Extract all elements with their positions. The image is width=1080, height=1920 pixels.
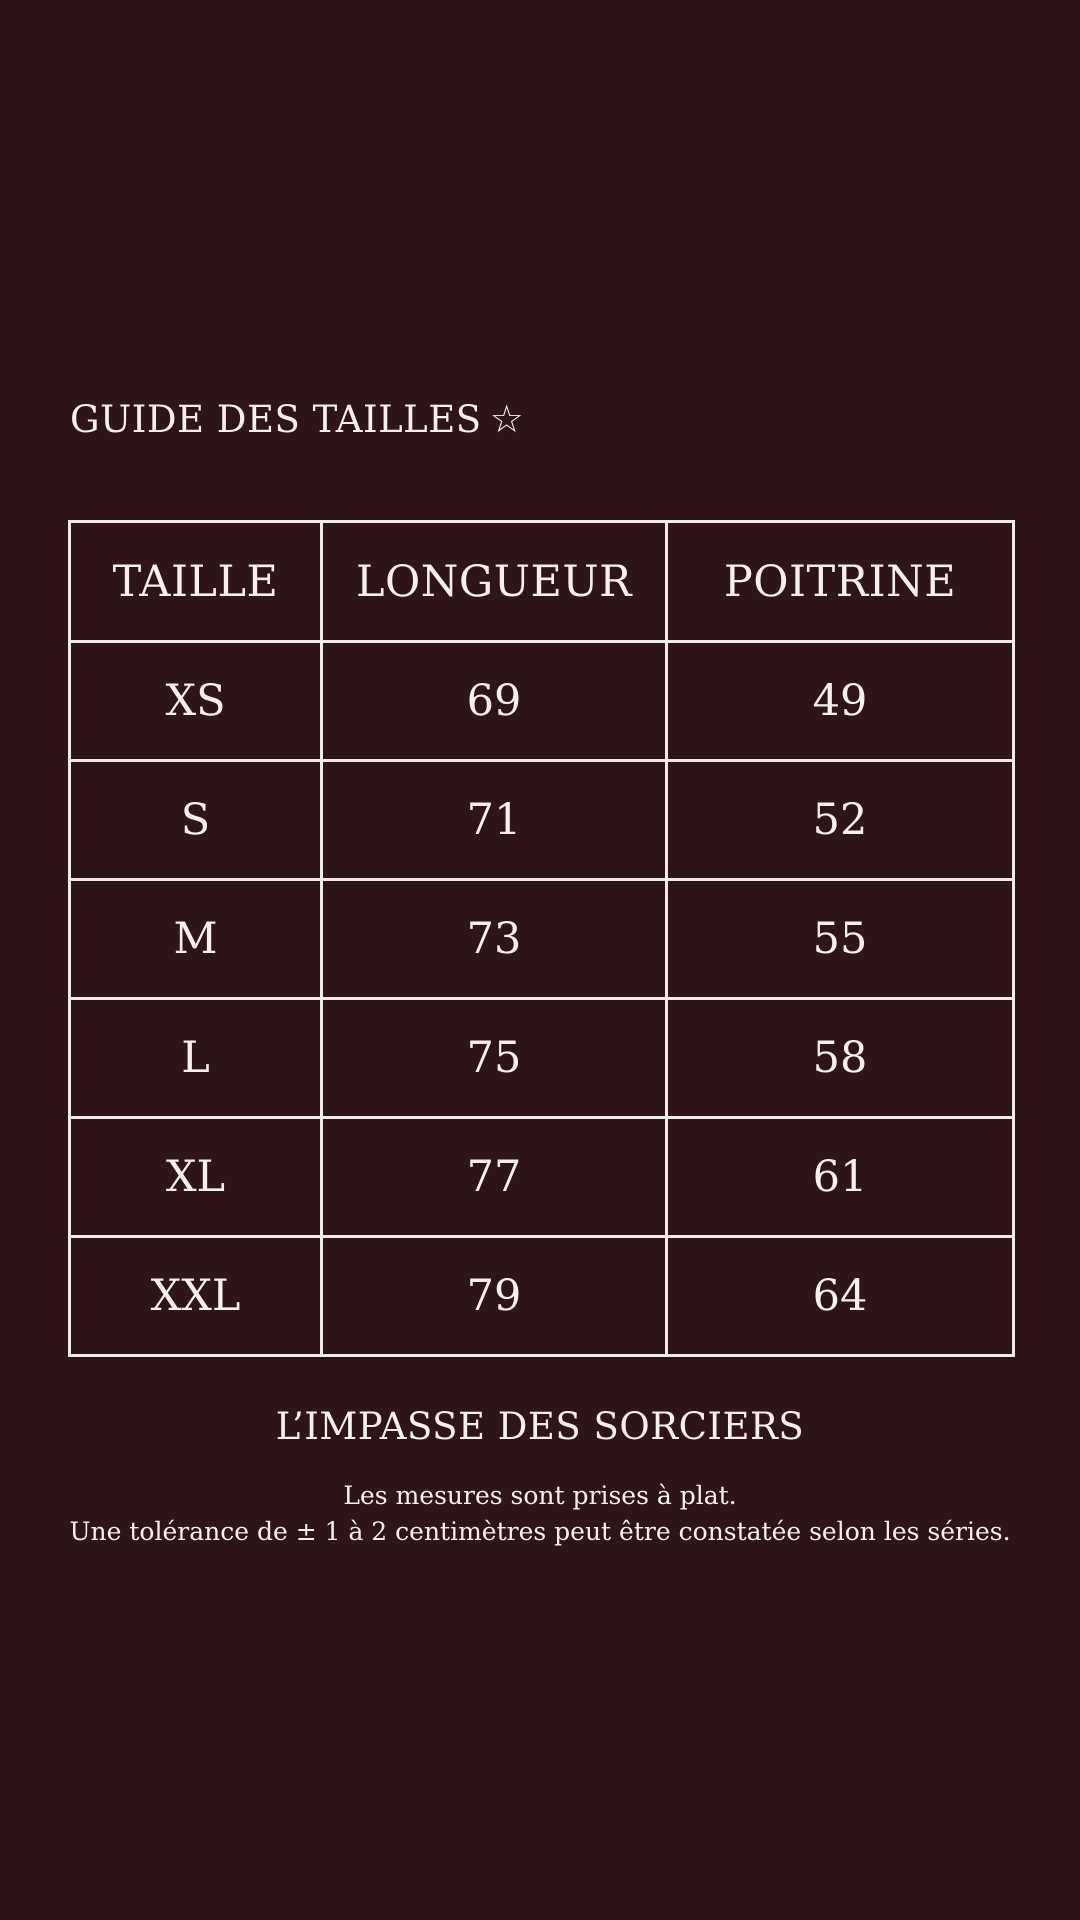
cell-chest: 52 bbox=[667, 761, 1014, 880]
star-outline-icon: ☆ bbox=[489, 397, 525, 441]
table-row bbox=[70, 761, 1014, 880]
cell-chest: 49 bbox=[667, 642, 1014, 761]
table-header-row bbox=[70, 522, 1014, 642]
cell-size: M bbox=[70, 880, 322, 999]
note-line-1: Les mesures sont prises à plat. bbox=[343, 1481, 737, 1510]
cell-chest: 58 bbox=[667, 999, 1014, 1118]
header-poitrine: POITRINE bbox=[667, 522, 1014, 642]
cell-chest: 55 bbox=[667, 880, 1014, 999]
cell-length: 69 bbox=[322, 642, 667, 761]
cell-length: 77 bbox=[322, 1118, 667, 1237]
cell-size: XS bbox=[70, 642, 322, 761]
cell-chest: 64 bbox=[667, 1237, 1014, 1356]
table-row bbox=[70, 880, 1014, 999]
cell-chest: 61 bbox=[667, 1118, 1014, 1237]
page-title-text: GUIDE DES TAILLES bbox=[70, 398, 482, 441]
table-row bbox=[70, 1237, 1014, 1356]
cell-length: 79 bbox=[322, 1237, 667, 1356]
table-row bbox=[70, 642, 1014, 761]
measurement-notes bbox=[0, 1478, 1080, 1550]
cell-length: 75 bbox=[322, 999, 667, 1118]
table-row bbox=[70, 999, 1014, 1118]
size-table bbox=[68, 520, 1015, 1357]
cell-size: XXL bbox=[70, 1237, 322, 1356]
header-taille: TAILLE bbox=[70, 522, 322, 642]
cell-length: 73 bbox=[322, 880, 667, 999]
cell-length: 71 bbox=[322, 761, 667, 880]
page-title bbox=[70, 397, 525, 441]
table-row bbox=[70, 1118, 1014, 1237]
cell-size: S bbox=[70, 761, 322, 880]
cell-size: L bbox=[70, 999, 322, 1118]
note-line-2: Une tolérance de ± 1 à 2 centimètres peut être constatée selon les séries. bbox=[69, 1517, 1011, 1546]
brand-name: L’IMPASSE DES SORCIERS bbox=[275, 1405, 805, 1448]
cell-size: XL bbox=[70, 1118, 322, 1237]
header-longueur: LONGUEUR bbox=[322, 522, 667, 642]
